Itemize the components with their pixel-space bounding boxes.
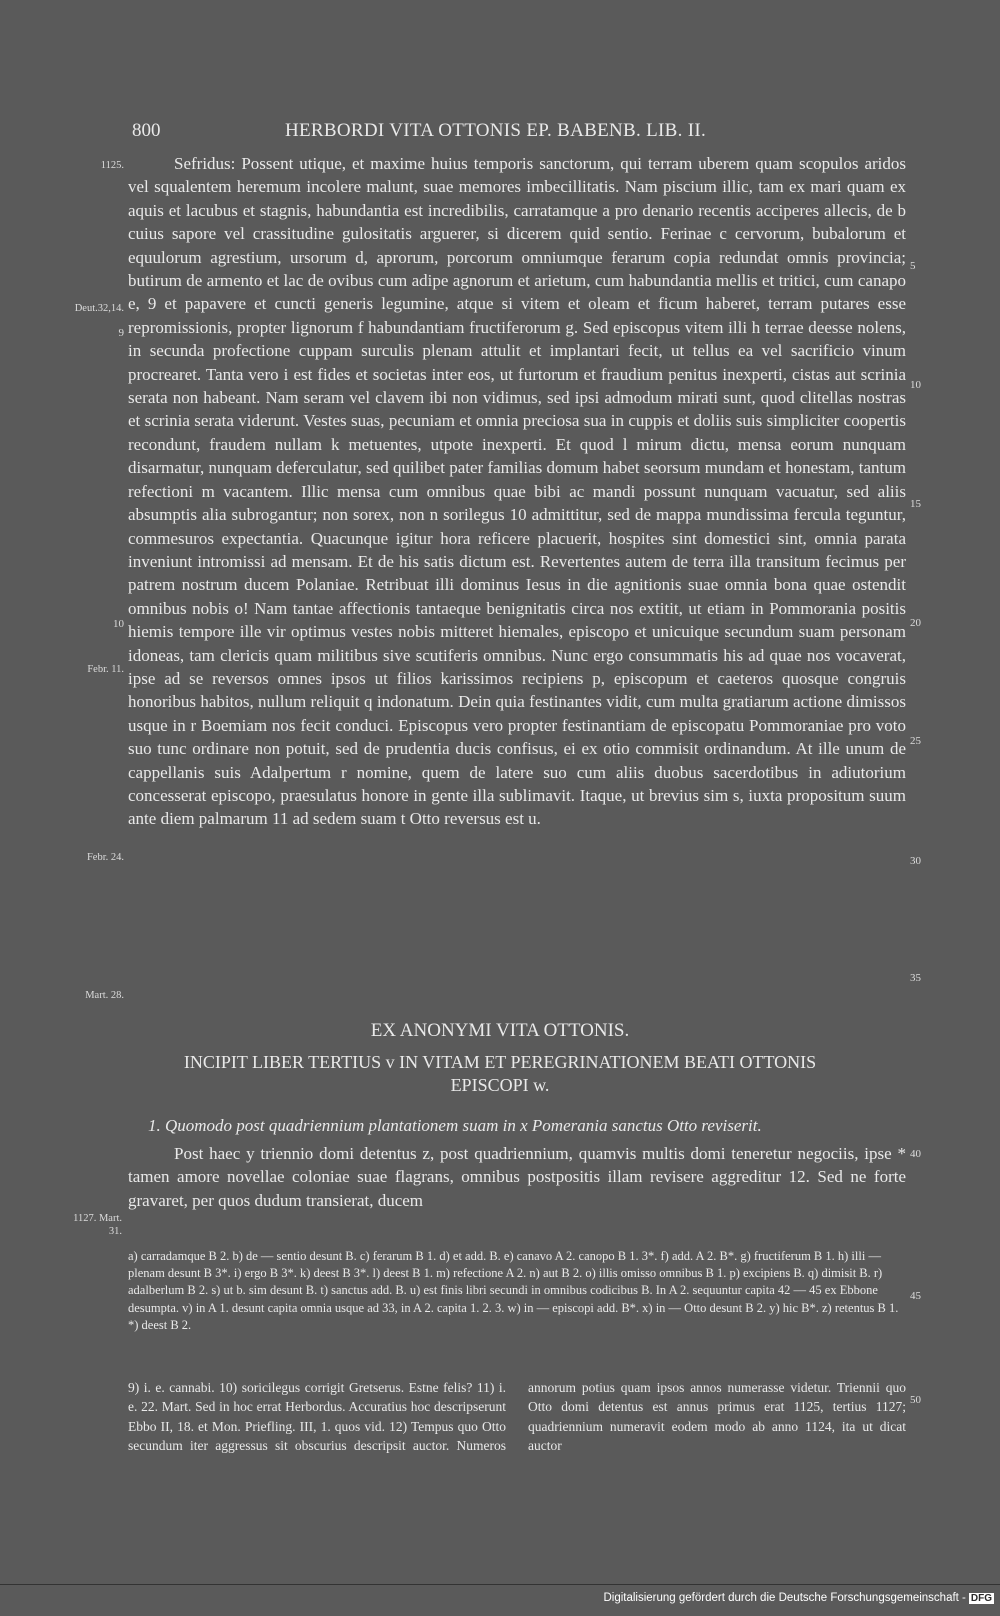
left-margin-note: 10 (113, 618, 124, 630)
critical-apparatus: a) carradamque B 2. b) de — sentio desunt B. c) ferarum B 1. d) et add. B. e) canavo A 2. canopo B 1. 3*. f) add. A 2. B*. g) fructiferum B 1. h) illi — plenam desunt B 3*. i) ergo B 3*. k) deest B 3*. l) deest B 1. m) refectione A 2. n) aut B 2. o) illis omisso omnibus B 1. p) excipiens B. q) dimisit B. r) adalberlum B 2. s) ut b. sim desunt B. t) sanctus add. B. u) est finis libri secundi in omnibus codicibus B. In A 2. sequuntur capita 42 — 45 ex Ebbone desumpta. v) in A 1. desunt capita omnia usque ad 33, in A 2. capita 1. 2. 3. w) in — episcopi add. B*. x) in — Otto desunt B 2. y) hic B*. z) retentus B 1. *) deest B 2. (128, 1249, 899, 1332)
footer-text: Digitalisierung gefördert durch die Deutsche Forschungsgemeinschaft - (603, 1592, 966, 1604)
left-margin-note: 9 (118, 327, 124, 339)
left-margin-note: 1125. (100, 160, 124, 171)
line-number: 35 (910, 972, 921, 984)
left-margin-note: Febr. 11. (87, 664, 124, 675)
line-number: 50 (910, 1394, 921, 1406)
page-number: 800 (132, 120, 161, 141)
main-paragraph: Sefridus: Possent utique, et maxime huius temporis sanctorum, qui terram uberem quam scopulos aridos vel squalentem heremum incolere malunt, suae memores imbecillitatis. Nam piscium illic, tam ex mari quam ex aquis et lacubus et stagnis, habundantia est incredibilis, carratamque a pro denario recentis acciperes allecis, de b cuius sapore vel crassitudine gulositatis arguerer, si dicerem quid sentio. Ferinae c cervorum, bubalorum et equulorum agrestium, ursorum d, aprorum, porcorum omniumque ferarum copia redundat omnis provincia; butirum de armento et lac de ovibus cum adipe agnorum et arietum, cum habundantia mellis et tritici, cum canapo e, 9 et papavere et cuncti generis legumine, atque si vitem et oleam et ficum haberet, terram putares esse repromissionis, propter lignorum f habundantiam fructiferorum g. Sed episcopus vitem illi h terrae deesse nolens, in secunda profectione cuppam surculis plenam attulit et implantari fecit, ut tellus ea vel sacrificio vinum procrearet. Tanta vero i est fides et societas inter eos, ut furtorum et fraudium penitus inexperti, cistas aut scrinia serata non habeant. Nam seram vel clavem ibi non vidimus, sed ipsi admodum mirati sunt, quod clitellas nostras et scrinia serata viderunt. Vestes suas, pecuniam et omnia preciosa sua in cuppis et doliis suis simpliciter coopertis recondunt, fraudem nullam k metuentes, utpote inexperti. Et quod l mirum dictu, mensa eorum nunquam disarmatur, nunquam deferculatur, sed quilibet pater familias domum habet seorsum mundam et honestam, tantum refectioni m vacantem. Illic mensa cum omnibus quae bibi ac mandi possunt nunquam vacuatur, sed aliis absumptis alia subrogantur; non sorex, non n sorilegus 10 admittitur, sed de mappa mundissima fercula teguntur, commesuros expectantia. Quacunque igitur hora reficere placuerit, hospites sint domestici sint, omnia parata inveniunt intromissi ad mensam. Et de his satis dictum est. Revertentes autem de terra illa transitum fecimus per patrem nostrum ducem Polaniae. Retribuat illi dominus Iesus in die agnitionis suae omnia bona quae ostendit omnibus nobis o! Nam tantae affectionis tantaeque benignitatis circa nos extitit, ut etiam in Pommorania positis hiemis tempore ille vir optimus vestes nobis mitteret hiemales, episcopo et unicuique secundum suam personam idoneas, tam clericis quam militibus sive scutiferis omnibus. Nunc ergo consummatis his ad quae nos vocaverat, ipse ad se reversos omnes ipsos ut filios karissimos recipiens p, episcopum et caeteros quosque congruis honoribus habitos, nullum reliquit q indonatum. Dein quia festinantes vidit, cum multa gratiarum actione dimissos usque in r Boemiam nos fecit conduci. Episcopus vero propter festinantiam de episcopatu Pommoraniae pro voto suo tunc ordinare non potuit, sed de prudentia ducis confisus, ei ex otio commisit ordinandum. At ille unum de cappellanis suis Adalpertum r nomine, quem de latere suo cum aliis duobus sacerdotibus in adiutorium concesserat episcopo, praesulatus honore in gente illa sublimavit. Itaque, ut brevius sim s, iuxta propositum suum ante diem palmarum 11 ad sedem suam t Otto reversus est u. (128, 154, 906, 829)
dfg-logo: DFG (970, 1593, 992, 1604)
line-number: 10 (910, 379, 921, 391)
chapter-paragraph: Post haec y triennio domi detentus z, post quadriennium, quamvis multis domi teneretur negociis, ipse * tamen amore novellae coloniae suae flagrans, omnibus postpositis illam revisere aggreditur 12. Sed ne forte gravaret, per quos dudum transierat, ducem (128, 1144, 906, 1210)
line-number: 15 (910, 498, 921, 510)
line-number: 25 (910, 735, 921, 747)
line-number: 45 (910, 1290, 921, 1302)
line-number: 30 (910, 855, 921, 867)
line-number: 5 (910, 260, 916, 272)
chapter-heading: 1. Quomodo post quadriennium plantationem suam in x Pomerania sanctus Otto reviserit. (148, 1116, 762, 1135)
section-title: EX ANONYMI VITA OTTONIS. (370, 1020, 630, 1041)
footer-rule (0, 1584, 1000, 1585)
chapter-margin-date: 1127. Mart. 31. (73, 1213, 122, 1237)
section-subtitle-line1: INCIPIT LIBER TERTIUS v IN VITAM ET PEREGRINATIONEM BEATI OTTONIS (183, 1052, 817, 1072)
left-margin-note: Febr. 24. (86, 852, 124, 863)
left-margin-note: Mart. 28. (85, 990, 124, 1001)
line-number: 20 (910, 617, 921, 629)
running-title: HERBORDI VITA OTTONIS EP. BABENB. LIB. II. (285, 120, 706, 141)
left-margin-note: Deut.32,14. (74, 303, 124, 314)
line-number: 40 (910, 1148, 921, 1160)
footer-credit (603, 1592, 994, 1604)
main-text-block (128, 152, 906, 831)
commentary-notes: 9) i. e. cannabi. 10) soricilegus corrigit Gretserus. Estne felis? 11) i. e. 22. Mart. Sed in hoc errat Herbordus. Accuratius hoc descripserunt Ebbo II, 18. et Mon. Priefling. III, 1. quos vid. 12) Tempus quo Otto secundum iter aggressus sit obscurius descripsit auctor. Numeros annorum potius quam ipsos annos numerasse videtur. Triennii quo Otto domi detentus est annus primus erat 1125, tertius 1127; quadriennium numeravit eodem modo ab anno 1124, ita ut dicat auctor (128, 1380, 906, 1454)
section-subtitle-line2: EPISCOPI w. (450, 1075, 550, 1095)
chapter-text-block (128, 1142, 906, 1212)
